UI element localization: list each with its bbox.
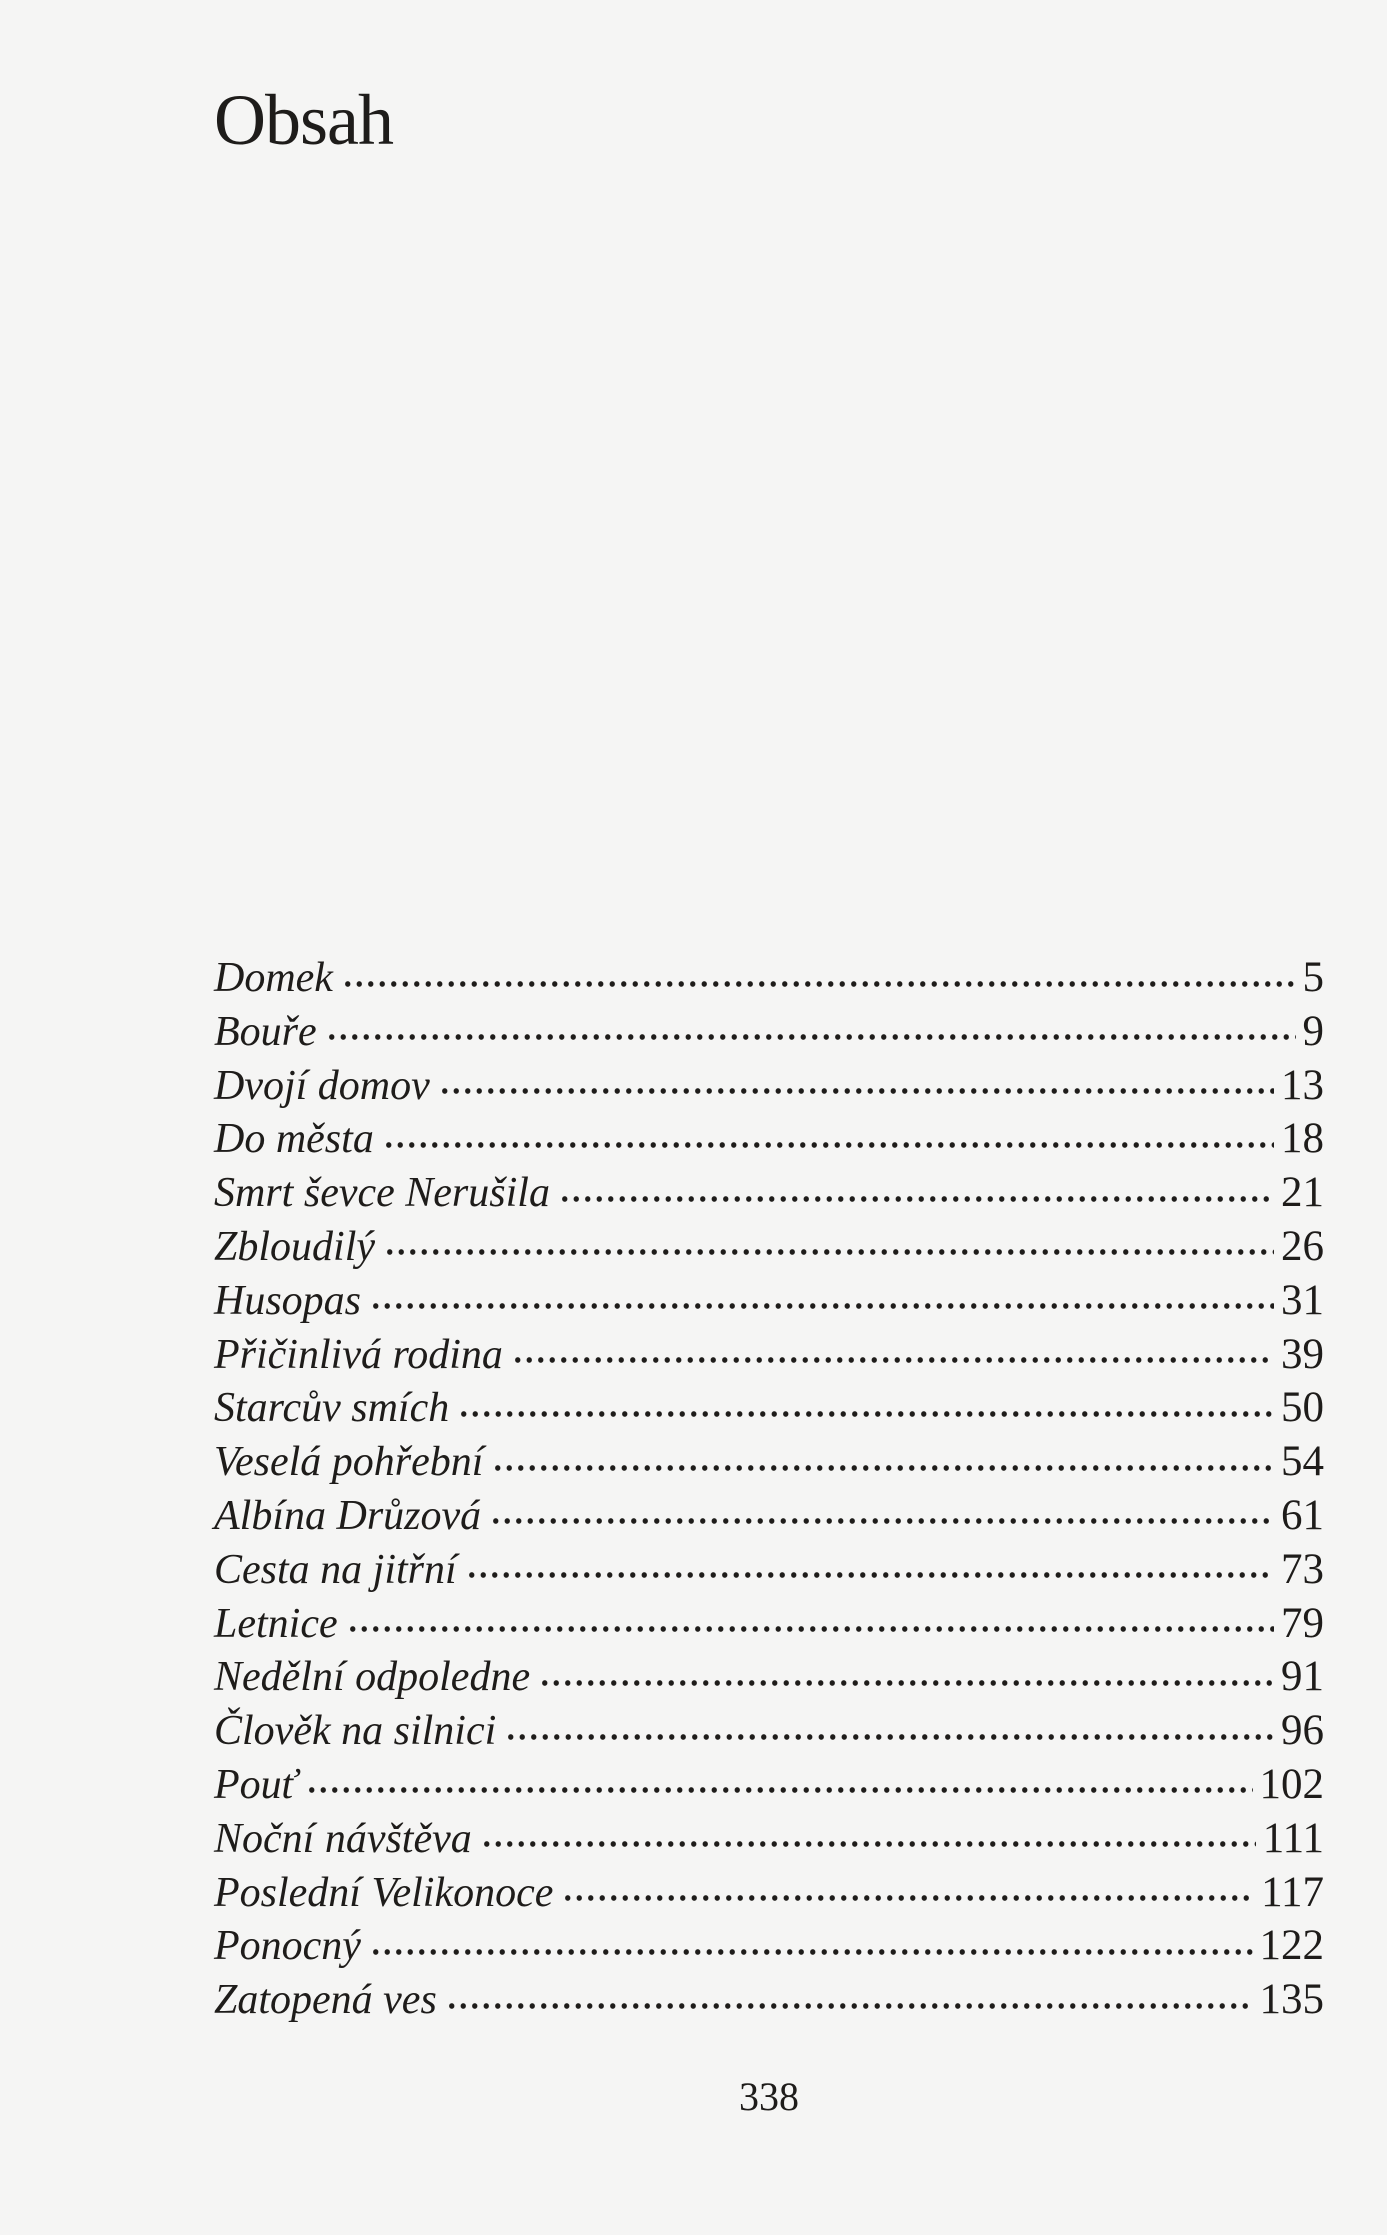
toc-entry	[214, 1166, 1324, 1220]
toc-entry	[214, 1973, 1324, 2027]
toc-entry-title: Člověk na silnici	[214, 1708, 497, 1755]
dot-leader	[505, 1726, 1274, 1744]
folio-page-number: 338	[739, 2074, 799, 2119]
toc-entry	[214, 1328, 1324, 1382]
toc-entry-page-number: 73	[1281, 1545, 1324, 1593]
dot-leader	[439, 1081, 1274, 1099]
toc-entry-title: Domek	[214, 955, 333, 1001]
toc-entry-page-number: 96	[1281, 1707, 1324, 1755]
dot-leader	[466, 1565, 1274, 1583]
toc-entry-page-number: 111	[1262, 1814, 1324, 1862]
toc-entry	[214, 1381, 1324, 1435]
toc-entry	[214, 951, 1324, 1005]
dot-leader	[490, 1511, 1274, 1529]
dot-leader	[446, 1995, 1253, 2013]
dot-leader	[492, 1457, 1274, 1475]
toc-entry	[214, 1005, 1324, 1059]
toc-entry-title: Do města	[214, 1116, 374, 1163]
toc-entry-title: Cesta na jitřní	[214, 1546, 457, 1593]
toc-entry	[214, 1812, 1324, 1866]
toc-entry-title: Poslední Velikonoce	[214, 1869, 554, 1916]
dot-leader	[370, 1296, 1274, 1314]
toc-entry-title: Veselá pohřební	[214, 1439, 484, 1486]
toc-entry-title: Nedělní odpoledne	[214, 1654, 531, 1701]
toc-entry	[214, 1059, 1324, 1113]
toc-entry-page-number: 13	[1281, 1061, 1324, 1109]
dot-leader	[512, 1350, 1274, 1368]
dot-leader	[539, 1672, 1274, 1690]
dot-leader	[370, 1941, 1253, 1959]
toc-entry-page-number: 5	[1302, 954, 1324, 1001]
toc-title: Obsah	[214, 80, 393, 160]
toc-entry-page-number: 31	[1281, 1276, 1324, 1324]
toc-entry-page-number: 9	[1302, 1007, 1324, 1055]
toc-entry-page-number: 91	[1281, 1653, 1324, 1701]
toc-entry	[214, 1274, 1324, 1328]
toc-entry-page-number: 26	[1281, 1222, 1324, 1270]
toc-entry	[214, 1919, 1324, 1973]
toc-entry	[214, 1435, 1324, 1489]
toc-list	[214, 951, 1324, 2027]
toc-entry	[214, 1866, 1324, 1920]
toc-entry-title: Letnice	[214, 1600, 338, 1647]
toc-entry	[214, 1543, 1324, 1597]
dot-leader	[384, 1242, 1274, 1260]
toc-entry-page-number: 50	[1281, 1384, 1324, 1432]
toc-entry-title: Smrt ševce Nerušila	[214, 1170, 550, 1217]
toc-entry-title: Husopas	[214, 1277, 362, 1324]
toc-entry-title: Přičinlivá rodina	[214, 1331, 503, 1378]
toc-entry-title: Zbloudilý	[214, 1223, 376, 1270]
dot-leader	[342, 973, 1296, 991]
toc-entry-page-number: 18	[1281, 1115, 1324, 1163]
toc-entry-page-number: 102	[1259, 1760, 1324, 1808]
toc-entry	[214, 1758, 1324, 1812]
toc-entry-title: Starcův smích	[214, 1385, 450, 1432]
toc-entry	[214, 1489, 1324, 1543]
dot-leader	[559, 1188, 1274, 1206]
toc-entry-page-number: 39	[1281, 1330, 1324, 1378]
toc-entry-page-number: 117	[1261, 1868, 1324, 1916]
toc-entry-title: Pouť	[214, 1761, 297, 1808]
dot-leader	[306, 1780, 1253, 1798]
toc-entry-title: Noční návštěva	[214, 1815, 472, 1862]
toc-entry-title: Albína Drůzová	[214, 1492, 482, 1539]
dot-leader	[383, 1134, 1274, 1152]
toc-entry-page-number: 79	[1281, 1599, 1324, 1647]
toc-entry	[214, 1112, 1324, 1166]
dot-leader	[562, 1888, 1254, 1906]
dot-leader	[326, 1027, 1296, 1045]
toc-entry	[214, 1704, 1324, 1758]
toc-entry-title: Ponocný	[214, 1923, 361, 1970]
toc-entry-title: Zatopená ves	[214, 1977, 437, 2024]
toc-entry	[214, 1650, 1324, 1704]
toc-entry-page-number: 54	[1281, 1438, 1324, 1486]
dot-leader	[347, 1619, 1274, 1637]
toc-entry	[214, 1220, 1324, 1274]
toc-entry-title: Dvojí domov	[214, 1062, 430, 1109]
toc-entry-title: Bouře	[214, 1008, 317, 1055]
toc-entry-page-number: 122	[1259, 1922, 1324, 1970]
toc-entry	[214, 1597, 1324, 1651]
toc-entry-page-number: 61	[1281, 1491, 1324, 1539]
dot-leader	[481, 1834, 1256, 1852]
dot-leader	[458, 1403, 1274, 1421]
toc-entry-page-number: 135	[1259, 1976, 1324, 2024]
toc-entry-page-number: 21	[1281, 1169, 1324, 1217]
